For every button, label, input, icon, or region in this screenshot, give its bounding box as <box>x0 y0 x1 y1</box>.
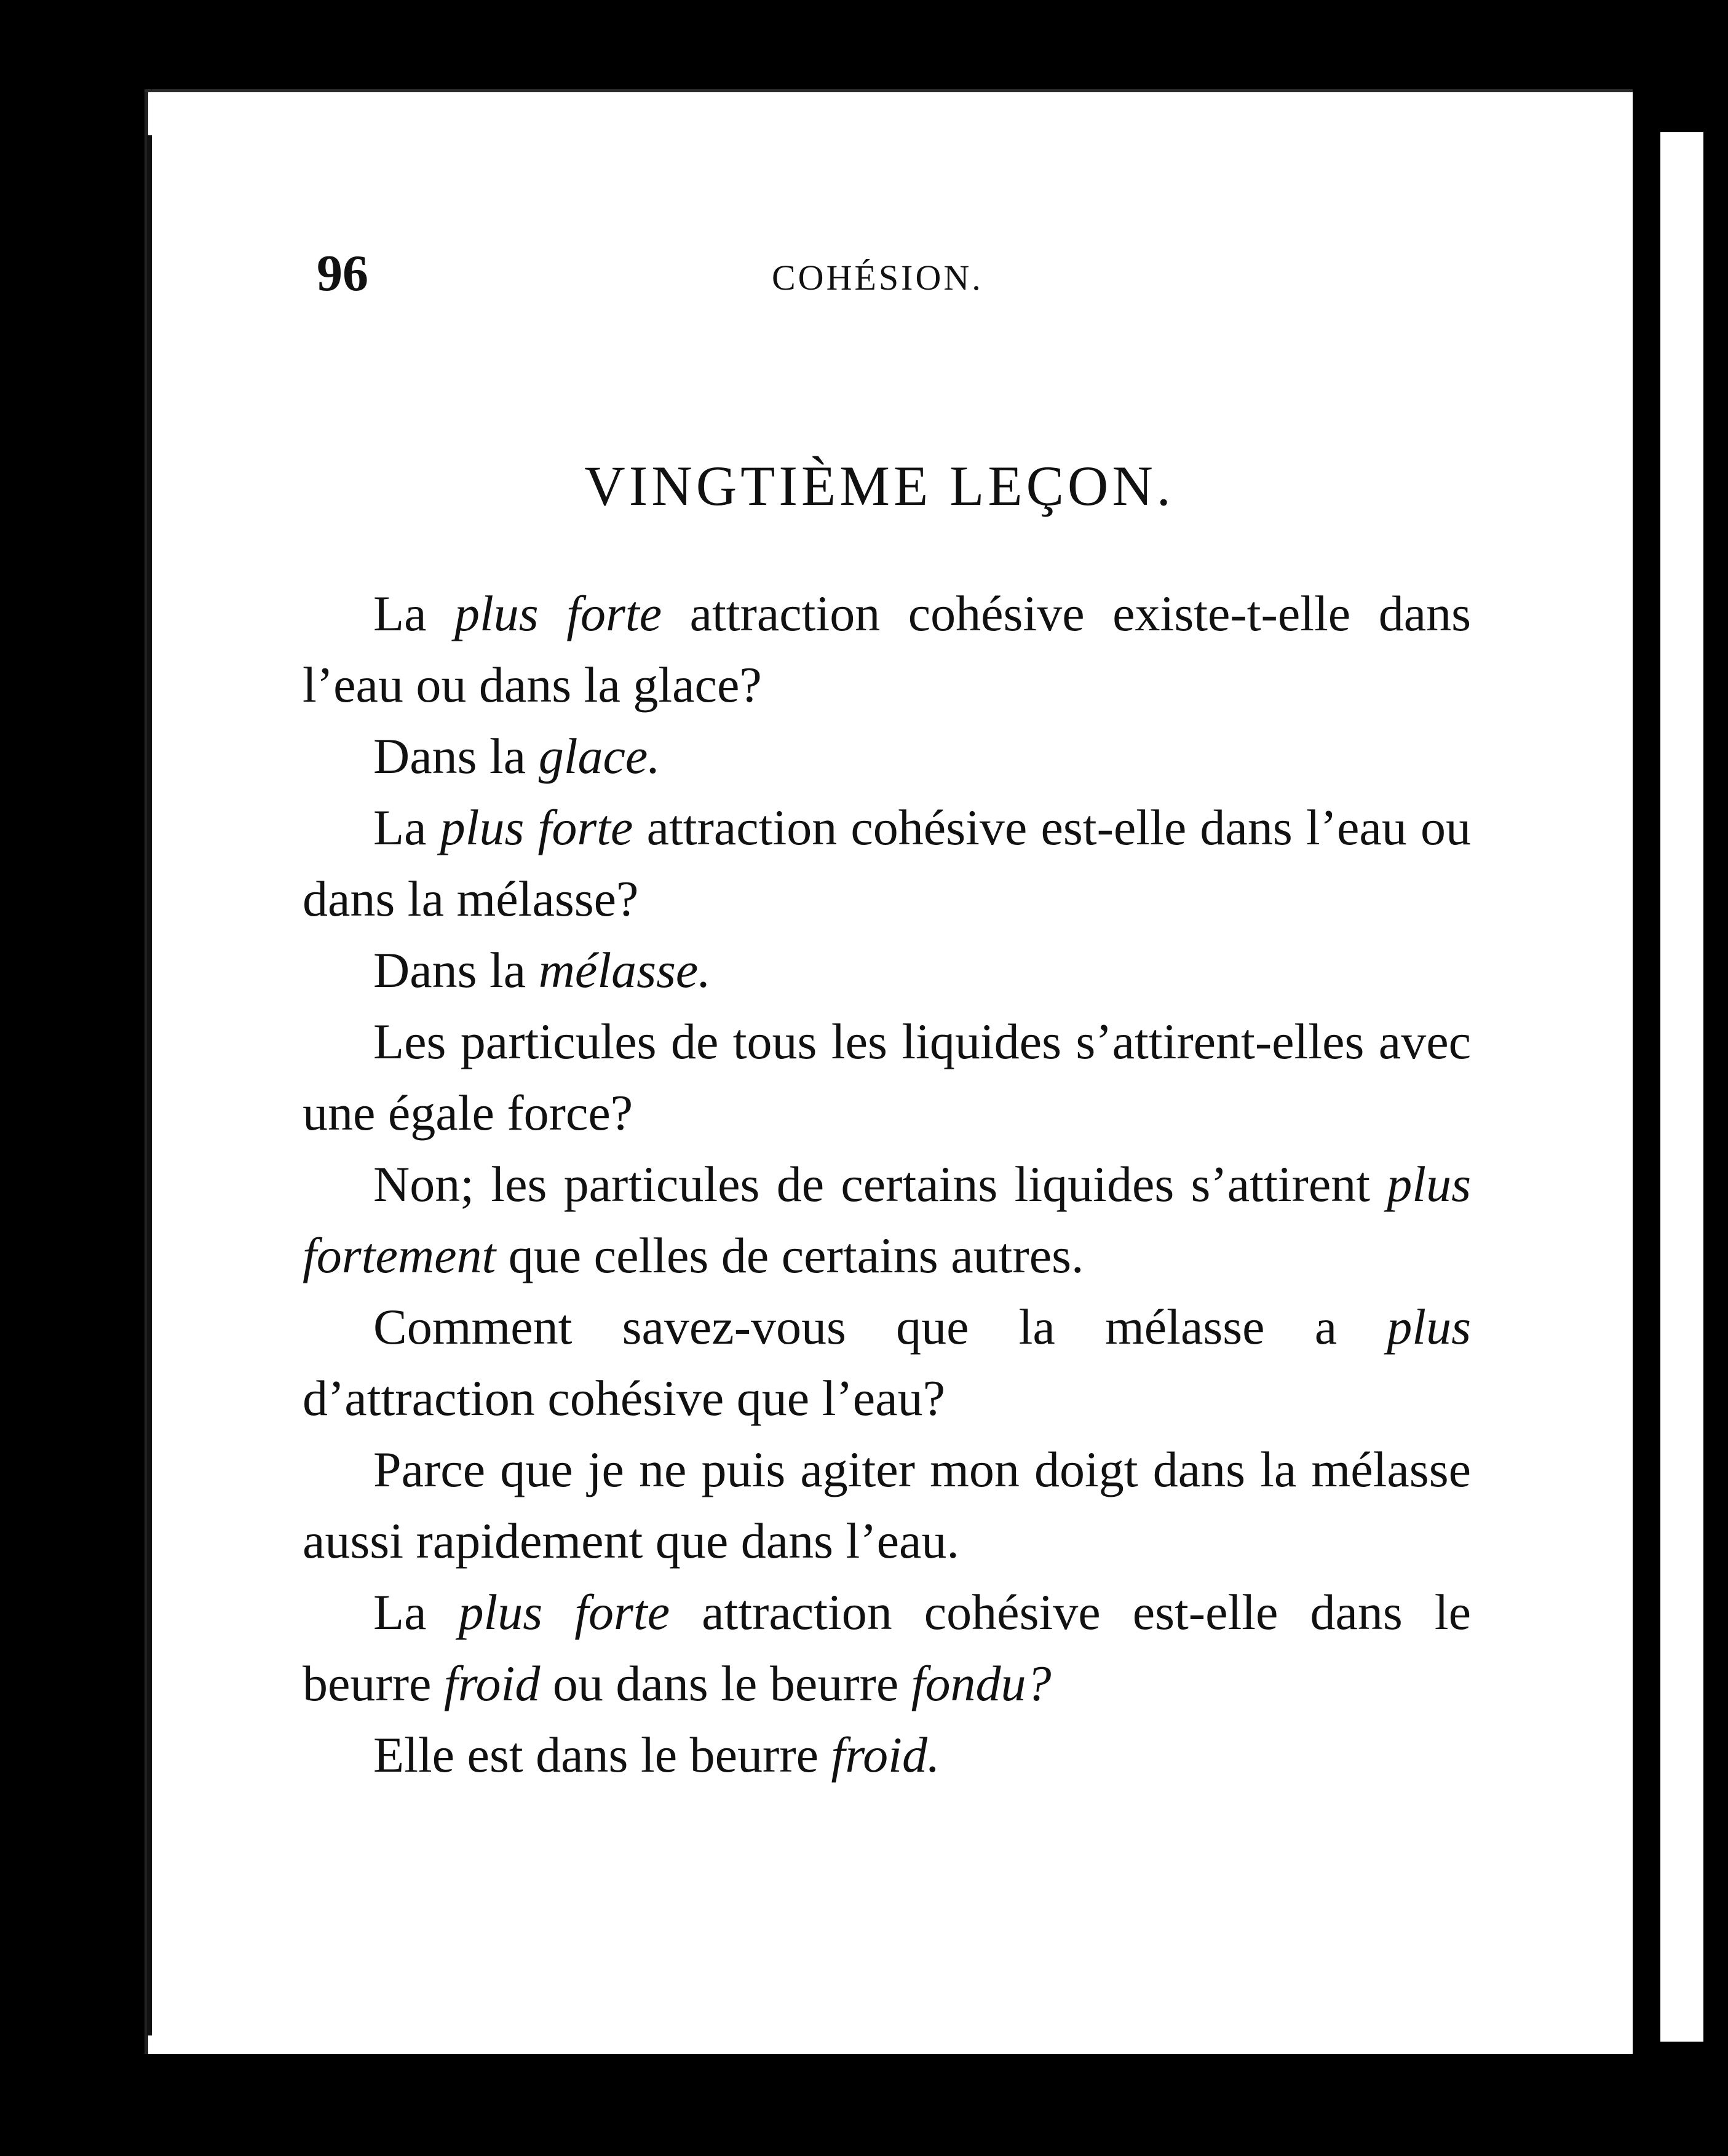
text-run: d’attraction cohésive que l’eau? <box>303 1370 945 1426</box>
italic-text-run: froid. <box>831 1727 940 1783</box>
text-run: La <box>373 585 455 641</box>
text-run: Dans la <box>373 728 539 784</box>
text-run: Parce que je ne puis agiter mon doigt dans la mélasse aussi rapidement que dans l’eau. <box>303 1441 1471 1569</box>
text-run: Les particules de tous les liquides s’attirent-elles avec une égale force? <box>303 1013 1471 1141</box>
text-run: attraction cohésive existe-t-elle dans l’eau ou dans la glace? <box>303 585 1472 713</box>
running-head: COHÉSION. <box>772 258 983 298</box>
lesson-paragraph <box>303 1291 1471 1434</box>
page-number: 96 <box>317 245 368 302</box>
italic-text-run: fondu? <box>911 1655 1052 1711</box>
text-run: attraction cohésive est-elle dans l’eau ou dans la mélasse? <box>303 799 1471 927</box>
italic-text-run: plus fortement <box>303 1156 1471 1283</box>
text-run: Dans la <box>373 942 539 998</box>
text-run: ou dans le beurre <box>540 1655 911 1711</box>
lesson-paragraph <box>303 1434 1471 1577</box>
lesson-paragraph <box>303 1719 1471 1791</box>
lesson-paragraph <box>303 721 1471 792</box>
italic-text-run: glace. <box>538 728 660 784</box>
lesson-paragraph <box>303 935 1471 1006</box>
lesson-paragraph <box>303 1577 1471 1719</box>
binding-shadow <box>147 135 152 2035</box>
text-run: attraction cohésive est-elle dans le beurre <box>303 1584 1471 1711</box>
text-run: La <box>373 1584 459 1640</box>
lesson-body <box>303 578 1471 1791</box>
lesson-paragraph <box>303 578 1471 721</box>
italic-text-run: mélasse. <box>538 942 711 998</box>
text-run: Non; les particules de certains liquides s’attirent <box>373 1156 1387 1212</box>
lesson-title: VINGTIÈME LEÇON. <box>584 454 1175 517</box>
text-run: Elle est dans le beurre <box>373 1727 831 1783</box>
italic-text-run: plus forte <box>440 799 633 855</box>
lesson-paragraph <box>303 792 1471 935</box>
italic-text-run: froid <box>443 1655 541 1711</box>
page-header <box>317 243 1485 311</box>
lesson-paragraph <box>303 1006 1471 1149</box>
italic-text-run: plus forte <box>458 1584 670 1640</box>
next-page-edge <box>1660 132 1703 2042</box>
text-run: Comment savez-vous que la mélasse a <box>373 1299 1387 1355</box>
text-run: que celles de certains autres. <box>496 1227 1084 1283</box>
italic-text-run: plus <box>1387 1299 1471 1355</box>
italic-text-run: plus forte <box>454 585 662 641</box>
lesson-paragraph <box>303 1149 1471 1291</box>
text-run: La <box>373 799 440 855</box>
